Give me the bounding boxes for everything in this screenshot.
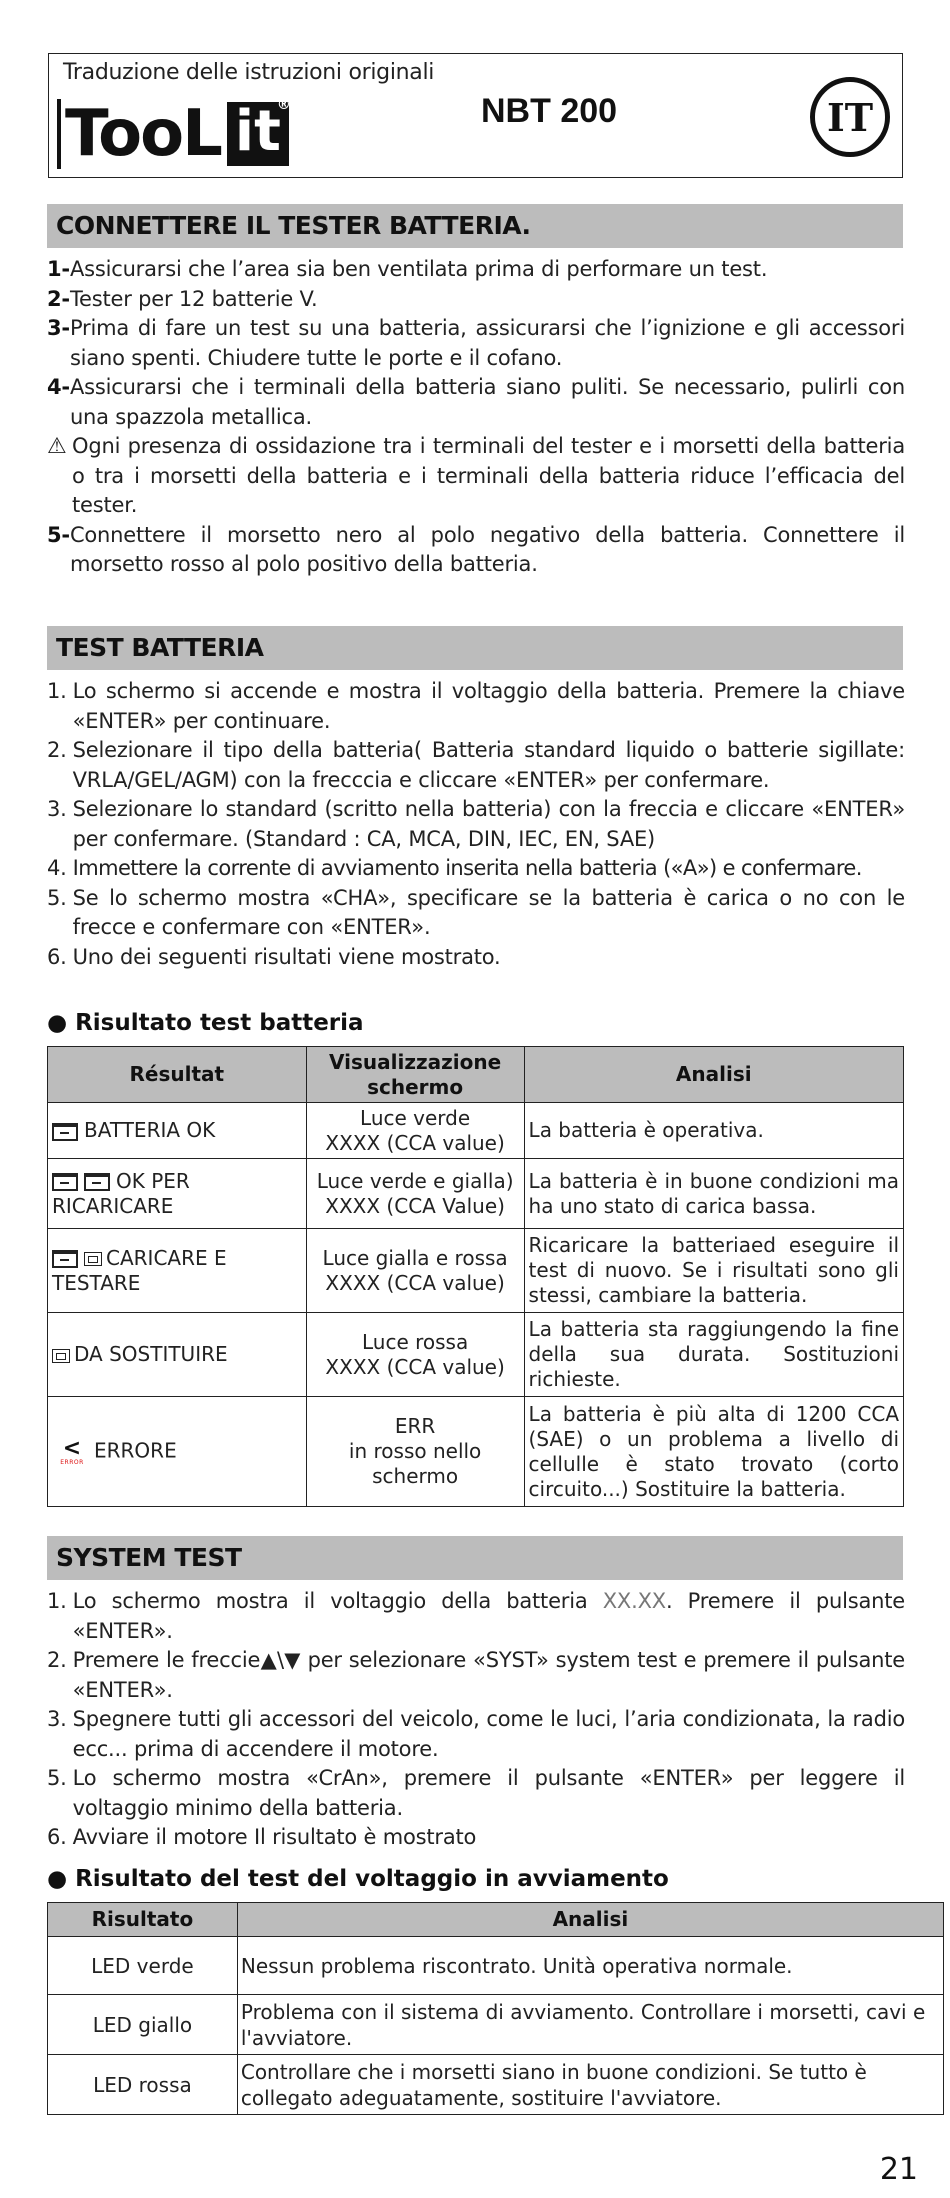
table-row: LED verde Nessun problema riscontrato. Unità operativa normale. <box>48 1937 944 1995</box>
list-item: 1- Assicurarsi che l’area sia ben ventilata prima di performare un test. <box>47 257 768 281</box>
list-item: 1. Lo schermo mostra il voltaggio della batteria XX.XX. Premere il pulsante «ENTER». <box>47 1589 905 1643</box>
list-item: 3. Selezionare lo standard (scritto nella batteria) con la freccia e cliccare «ENTER» per confermare. (Standard : CA, MCA, DIN, IEC, EN, SAE) <box>47 797 905 851</box>
battery-icon <box>52 1250 78 1268</box>
battery-replace-icon <box>52 1349 70 1363</box>
system-test-steps-list <box>47 1587 905 1853</box>
model-name: NBT 200 <box>481 92 618 130</box>
list-item: 6. Uno dei seguenti risultati viene mostrato. <box>47 944 501 969</box>
battery-icon <box>84 1173 110 1191</box>
warning-icon: ⚠ <box>47 434 67 459</box>
table-row: OK PER RICARICARE Luce verde e gialla) XXXX (CCA Value) La batteria è in buone condizioni ma ha uno stato di carica bassa. <box>48 1159 904 1229</box>
table-row: < ERROR ERRORE ERR in rosso nello schermo La batteria è più alta di 1200 CCA (SAE) o un problema a livello di cellulle è stato trovato (corto circuito...) Sostituire la batteria. <box>48 1397 904 1507</box>
battery-test-steps-list <box>47 677 905 972</box>
table-row: BATTERIA OK Luce verde XXXX (CCA value) La batteria è operativa. <box>48 1103 904 1159</box>
list-item: 2- Tester per 12 batterie V. <box>47 286 318 311</box>
document-header <box>48 53 903 178</box>
battery-icon <box>52 1173 78 1191</box>
connect-steps-list <box>47 255 905 580</box>
cranking-result-title: ● Risultato del test del voltaggio in avviamento <box>47 1866 669 1892</box>
table-row: CARICARE E TESTARE Luce gialla e rossa XXXX (CCA value) Ricaricare la batteriaed eseguire il test di nuovo. Se i risultati sono gli stessi, cambiare la batteria. <box>48 1229 904 1313</box>
header-subtitle: Traduzione delle istruzioni originali <box>63 60 435 85</box>
list-item: 2. Premere le freccie▲\▼ per selezionare «SYST» system test e premere il pulsante «ENTER». <box>47 1648 905 1702</box>
section-title-battery-test: TEST BATTERIA <box>47 626 903 670</box>
error-icon: < ERROR <box>60 1435 84 1466</box>
list-item: 4- Assicurarsi che i terminali della batteria siano puliti. Se necessario, pulirli con una spazzola metallica. <box>47 375 905 429</box>
table-header-row: Résultat Visualizzazione schermo Analisi <box>48 1047 904 1103</box>
list-item: 6. Avviare il motore Il risultato è mostrato <box>47 1825 477 1849</box>
list-item: 1. Lo schermo si accende e mostra il voltaggio della batteria. Premere la chiave «ENTER» per continuare. <box>47 679 905 733</box>
toolit-logo: TooL it ® <box>57 98 289 170</box>
list-item: 5- Connettere il morsetto nero al polo negativo della batteria. Connettere il morsetto rosso al polo positivo della batteria. <box>47 522 905 576</box>
list-item: 3. Spegnere tutti gli accessori del veicolo, come le luci, l’aria condizionata, la radio ecc... prima di accendere il motore. <box>47 1707 905 1761</box>
section-title-connect: CONNETTERE IL TESTER BATTERIA. <box>47 204 903 248</box>
table-row: DA SOSTITUIRE Luce rossa XXXX (CCA value) La batteria sta raggiungendo la fine della sua durata. Sostituzioni richieste. <box>48 1313 904 1397</box>
battery-result-title: ● Risultato test batteria <box>47 1010 364 1036</box>
section-title-system-test: SYSTEM TEST <box>47 1536 903 1580</box>
warning-item: ⚠ Ogni presenza di ossidazione tra i terminali del tester e i morsetti della batteria o tra i morsetti della batteria e i terminali della batteria riduce l’efficacia del tester. <box>47 432 905 521</box>
cranking-result-table <box>47 1902 944 2115</box>
battery-icon <box>52 1123 78 1141</box>
battery-result-table <box>47 1046 904 1507</box>
table-row: LED rossa Controllare che i morsetti siano in buone condizioni. Se tutto è collegato adeguatamente, sostituire l'avviatore. <box>48 2055 944 2115</box>
table-row: LED giallo Problema con il sistema di avviamento. Controllare i morsetti, cavi e l'avviatore. <box>48 1995 944 2055</box>
page-number: 21 <box>879 2152 918 2187</box>
list-item: 5. Lo schermo mostra «CrAn», premere il pulsante «ENTER» per leggere il voltaggio minimo della batteria. <box>47 1766 905 1820</box>
list-item: 4. Immettere la corrente di avviamento inserita nella batteria («A») e confermare. <box>47 856 862 880</box>
table-header-row: Risultato Analisi <box>48 1903 944 1937</box>
list-item: 5. Se lo schermo mostra «CHA», specificare se la batteria è carica o no con le frecce e confermare con «ENTER». <box>47 885 905 939</box>
language-badge: IT <box>810 77 890 157</box>
list-item: 3- Prima di fare un test su una batteria, assicurarsi che l’ignizione e gli accessori siano spenti. Chiudere tutte le porte e il cofano. <box>47 316 905 370</box>
list-item: 2. Selezionare il tipo della batteria( Batteria standard liquido o batterie sigillate: VRLA/GEL/AGM) con la frecccia e cliccare «ENTER» per confermare. <box>47 738 905 792</box>
battery-warning-icon <box>84 1252 102 1266</box>
